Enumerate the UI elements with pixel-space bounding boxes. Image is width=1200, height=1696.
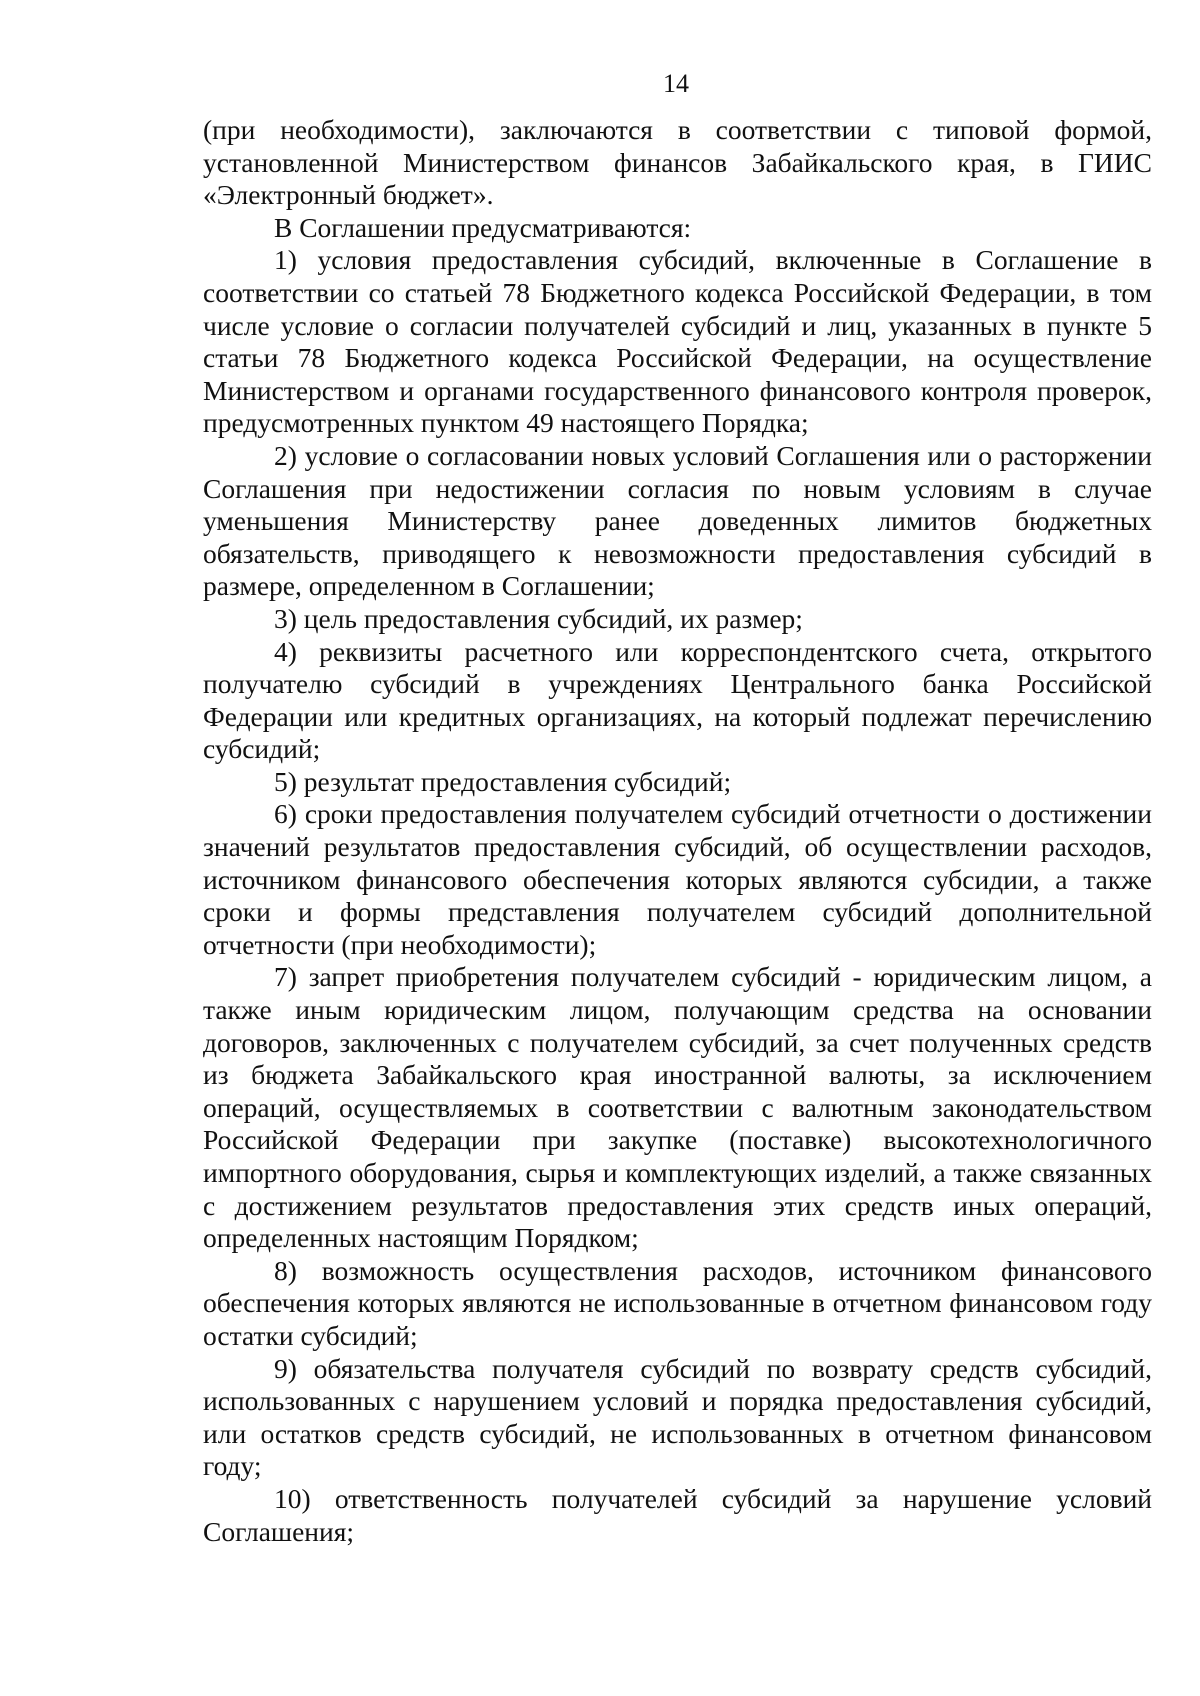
paragraph-item-6: 6) сроки предоставления получателем субсидий отчетности о достижении значений результатов предоставления субсидий, об осуществлении расходов, источником финансового обеспечения которых являются субсидии, а также сроки и формы представления получателем субсидий дополнительной отчетности (при необходимости); (203, 798, 1152, 960)
paragraph-continuation: (при необходимости), заключаются в соответствии с типовой формой, установленной Министерством финансов Забайкальского края, в ГИИС «Электронный бюджет». (203, 114, 1152, 211)
paragraph-item-1: 1) условия предоставления субсидий, включенные в Соглашение в соответствии со статьей 78 Бюджетного кодекса Российской Федерации, в том числе условие о согласии получателей субсидий и лиц, указанных в пункте 5 статьи 78 Бюджетного кодекса Российской Федерации, на осуществление Министерством и органами государственного финансового контроля проверок, предусмотренных пунктом 49 настоящего Порядка; (203, 244, 1152, 439)
paragraph-item-2: 2) условие о согласовании новых условий Соглашения или о расторжении Соглашения при недостижении согласия по новым условиям в случае уменьшения Министерству ранее доведенных лимитов бюджетных обязательств, приводящего к невозможности предоставления субсидий в размере, определенном в Соглашении; (203, 439, 1152, 602)
paragraph-item-5: 5) результат предоставления субсидий; (274, 765, 732, 797)
paragraph-item-9: 9) обязательства получателя субсидий по возврату средств субсидий, использованных с нарушением условий и порядка предоставления субсидий, или остатков средств субсидий, не использованных в отчетном финансовом году; (203, 1352, 1152, 1482)
paragraph-agreement-intro: В Соглашении предусматриваются: (274, 211, 692, 243)
paragraph-item-10: 10) ответственность получателей субсидий за нарушение условий Соглашения; (203, 1482, 1152, 1547)
page-number: 14 (663, 69, 689, 98)
paragraph-item-3: 3) цель предоставления субсидий, их размер; (274, 602, 803, 634)
paragraph-item-4: 4) реквизиты расчетного или корреспондентского счета, открытого получателю субсидий в учреждениях Центрального банка Российской Федерации или кредитных организациях, на который подлежат перечислению субсидий; (203, 635, 1152, 765)
paragraph-item-7: 7) запрет приобретения получателем субсидий - юридическим лицом, а также иным юридическим лицом, получающим средства на основании договоров, заключенных с получателем субсидий, за счет полученных средств из бюджета Забайкальского края иностранной валюты, за исключением операций, осуществляемых в соответствии с валютным законодательством Российской Федерации при закупке (поставке) высокотехнологичного импортного оборудования, сырья и комплектующих изделий, а также связанных с достижением результатов предоставления этих средств иных операций, определенных настоящим Порядком; (203, 961, 1152, 1254)
document-body (203, 114, 1152, 1548)
paragraph-item-8: 8) возможность осуществления расходов, источником финансового обеспечения которых являются не использованные в отчетном финансовом году остатки субсидий; (203, 1254, 1152, 1351)
